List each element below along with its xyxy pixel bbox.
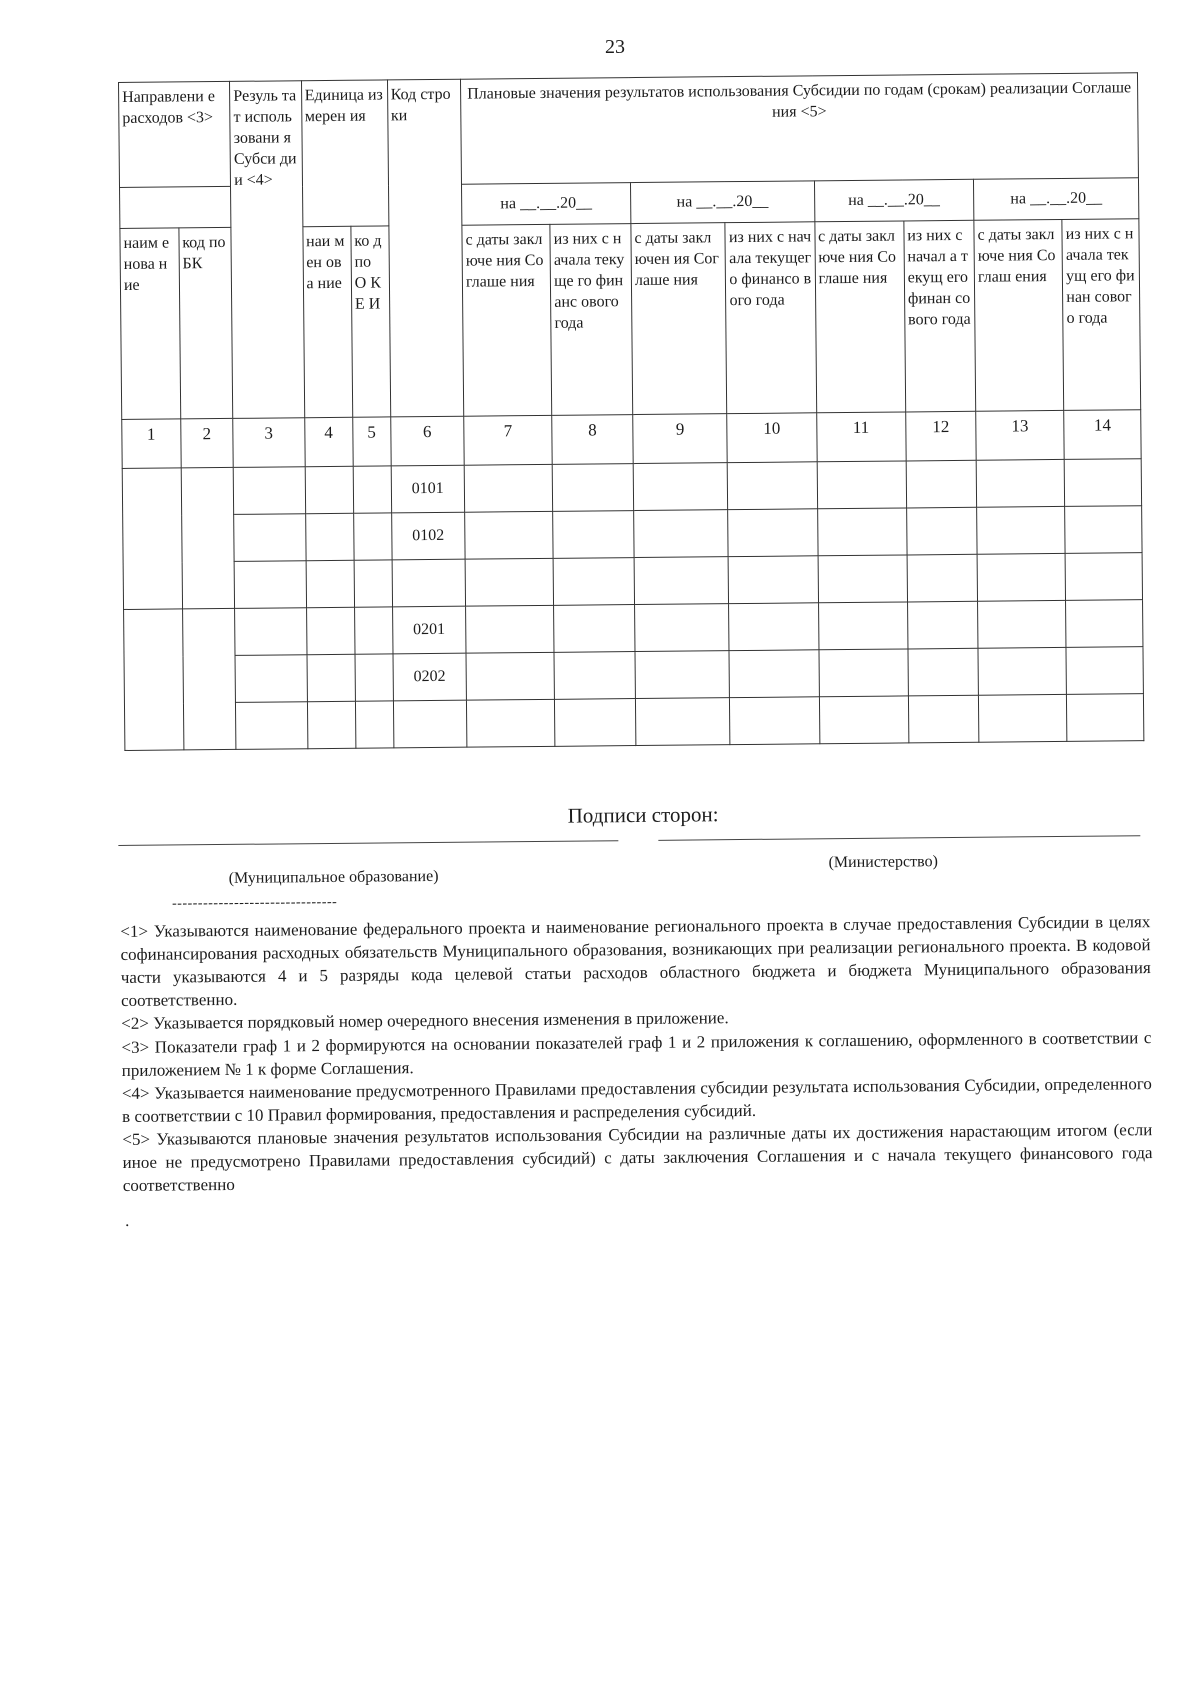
col-header-13: с даты заключе ния Соглаш ения — [974, 219, 1064, 411]
row-code-cell: 0102 — [391, 512, 465, 560]
column-number: 12 — [906, 411, 977, 461]
period-header-1: на __.__.20__ — [462, 183, 631, 226]
footnote-4: <4> Указывается наименование предусмотренного Правилами предоставления субсидии результата использования Субсидии, определенного в соответствии с 10 Правил формирования, предоставления и распределения субсидий. — [121, 1073, 1152, 1126]
table-cell — [728, 462, 818, 510]
table-cell — [906, 460, 977, 508]
table-cell — [306, 560, 355, 607]
column-number: 10 — [727, 413, 817, 463]
table-cell — [819, 696, 909, 744]
table-cell — [464, 464, 553, 512]
table-cell — [633, 463, 728, 511]
unit-name-subheader: наи мен ова ние — [302, 226, 352, 417]
results-table-container — [118, 72, 1144, 751]
ministry-signature-line — [658, 835, 1140, 841]
table-cell — [1065, 506, 1142, 554]
footnote-5: <5> Указываются плановые значения результатов использования Субсидии на различные даты их достижения нарастающим итогом (если иное не предусмотрено Правилами предоставления субсидий) с даты заключения Соглашения и с начала текущего финансового года соответственно — [122, 1120, 1153, 1196]
municipal-caption: (Муниципальное образование) — [228, 867, 439, 887]
table-cell — [354, 607, 392, 654]
footnote-2: <2> Указывается порядковый номер очередного внесения изменения в приложение. — [121, 1008, 729, 1034]
planned-values-header: Плановые значения результатов использования Субсидии по годам (срокам) реализации Соглашения <5> — [461, 73, 1139, 184]
table-cell — [465, 558, 554, 606]
column-number: 4 — [304, 417, 353, 466]
table-cell — [634, 557, 729, 605]
table-cell — [1066, 600, 1143, 648]
row-code-cell: 0202 — [393, 653, 467, 701]
table-cell — [465, 511, 554, 559]
footnote-3: <3> Показатели граф 1 и 2 формируются на основании показателей граф 1 и 2 приложения к соглашению, оформленного в соответствии с приложением № 1 к форме Соглашения. — [121, 1027, 1152, 1080]
column-number: 14 — [1064, 410, 1141, 460]
bk-code-cell — [181, 467, 235, 608]
ministry-caption: (Министерство) — [828, 853, 938, 872]
period-header-2: на __.__.20__ — [630, 181, 814, 224]
table-cell — [1067, 694, 1144, 742]
signatures-block — [118, 798, 1139, 901]
trailing-dot: . — [125, 1211, 130, 1231]
table-cell — [466, 652, 555, 700]
col-header-8: из них с начала текуще го финанс ового года — [550, 224, 633, 416]
table-cell — [235, 655, 307, 703]
column-number: 8 — [552, 415, 633, 465]
table-cell — [635, 651, 730, 699]
table-cell — [466, 699, 555, 747]
table-cell — [306, 607, 355, 654]
table-cell — [634, 510, 729, 558]
table-cell — [554, 605, 635, 653]
direction-name-cell — [122, 468, 182, 610]
table-cell — [908, 695, 979, 743]
column-number: 11 — [816, 412, 906, 462]
column-number: 13 — [976, 410, 1065, 460]
direction-header: Направлени е расходов <3> — [119, 81, 231, 187]
table-cell — [553, 511, 634, 559]
municipal-signature-line — [118, 840, 618, 846]
table-cell — [307, 654, 356, 701]
name-subheader: наим енова ние — [120, 228, 181, 420]
table-cell — [976, 459, 1065, 507]
direction-spacer — [120, 186, 232, 228]
table-cell — [234, 514, 306, 562]
table-cell — [233, 467, 305, 515]
col-header-7: с даты заключе ния Соглаше ния — [462, 224, 552, 416]
signatures-title: Подписи сторон: — [567, 802, 719, 828]
table-cell — [817, 508, 907, 556]
table-cell — [466, 605, 555, 653]
table-cell — [1065, 553, 1142, 601]
table-cell — [355, 701, 393, 748]
table-cell — [235, 608, 307, 656]
table-cell — [1066, 647, 1143, 695]
table-cell — [817, 461, 907, 509]
col-header-14: из них с начала текущ его финан сового года — [1062, 219, 1141, 411]
bk-code-subheader: код по БК — [179, 227, 233, 418]
row-code-cell — [392, 559, 466, 607]
page-number: 23 — [605, 36, 625, 58]
table-cell — [234, 561, 306, 609]
table-cell — [908, 648, 979, 696]
column-number: 6 — [390, 416, 464, 466]
table-cell — [907, 601, 978, 649]
table-cell — [978, 647, 1067, 695]
table-cell — [553, 558, 634, 606]
table-cell — [305, 466, 354, 513]
table-cell — [307, 701, 356, 748]
column-number: 1 — [122, 419, 181, 469]
table-row — [124, 694, 1143, 751]
bk-code-cell — [182, 608, 236, 749]
table-cell — [729, 556, 819, 604]
unit-header: Единица измерен ия — [301, 80, 388, 227]
table-cell — [554, 652, 635, 700]
col-header-11: с даты заключе ния Соглаше ния — [814, 221, 905, 413]
col-header-12: из них с начал а текущ его финан сового года — [904, 220, 976, 412]
table-cell — [635, 604, 730, 652]
column-number: 7 — [464, 415, 553, 465]
table-cell — [907, 554, 978, 602]
table-cell — [818, 602, 908, 650]
col-header-10: из них с начала текущег о финансо вого года — [725, 222, 816, 414]
row-code-header: Код строки — [387, 79, 464, 417]
table-cell — [353, 513, 391, 560]
table-cell — [977, 553, 1066, 601]
result-header: Резуль тат исполь зовани я Субси дии <4> — [230, 81, 305, 419]
table-cell — [729, 650, 819, 698]
table-cell — [1064, 459, 1141, 507]
column-number: 9 — [633, 414, 728, 464]
results-table — [118, 72, 1144, 751]
table-cell — [552, 464, 633, 512]
period-header-3: на __.__.20__ — [814, 179, 974, 222]
table-cell — [305, 513, 354, 560]
column-number: 2 — [180, 418, 233, 468]
table-cell — [906, 507, 977, 555]
table-cell — [977, 506, 1066, 554]
table-cell — [819, 649, 909, 697]
row-code-cell: 0201 — [392, 606, 466, 654]
table-cell — [355, 654, 393, 701]
direction-name-cell — [124, 609, 184, 751]
table-cell — [730, 697, 820, 745]
row-code-cell: 0101 — [391, 465, 465, 513]
footnote-separator: -------------------------------- — [172, 894, 338, 912]
footnote-1: <1> Указываются наименование федерального проекта и наименование регионального проекта в случае предоставления Субсидии в целях софинансирования расходных обязательств Муниципального образования, возникающих при реализации регионального проекта. В кодовой части указываются 4 и 5 разряды кода целевой статьи расходов областного бюджета и бюджета Муниципального образования соответственно. — [120, 912, 1151, 1011]
col-header-9: с даты заключен ия Соглаше ния — [631, 223, 727, 415]
table-cell — [818, 555, 908, 603]
table-cell — [979, 694, 1068, 742]
column-number: 3 — [233, 418, 305, 468]
okei-code-subheader: ко д по О КЕ И — [351, 226, 391, 417]
period-header-4: на __.__.20__ — [974, 178, 1139, 221]
table-cell — [236, 702, 308, 750]
table-cell — [354, 560, 392, 607]
footnotes-block — [120, 885, 1153, 1232]
table-cell — [635, 698, 730, 746]
column-number: 5 — [353, 417, 391, 466]
table-cell — [353, 466, 391, 513]
table-cell — [728, 509, 818, 557]
table-cell — [978, 600, 1067, 648]
table-cell — [555, 699, 636, 747]
table-cell — [729, 603, 819, 651]
row-code-cell — [393, 700, 467, 748]
